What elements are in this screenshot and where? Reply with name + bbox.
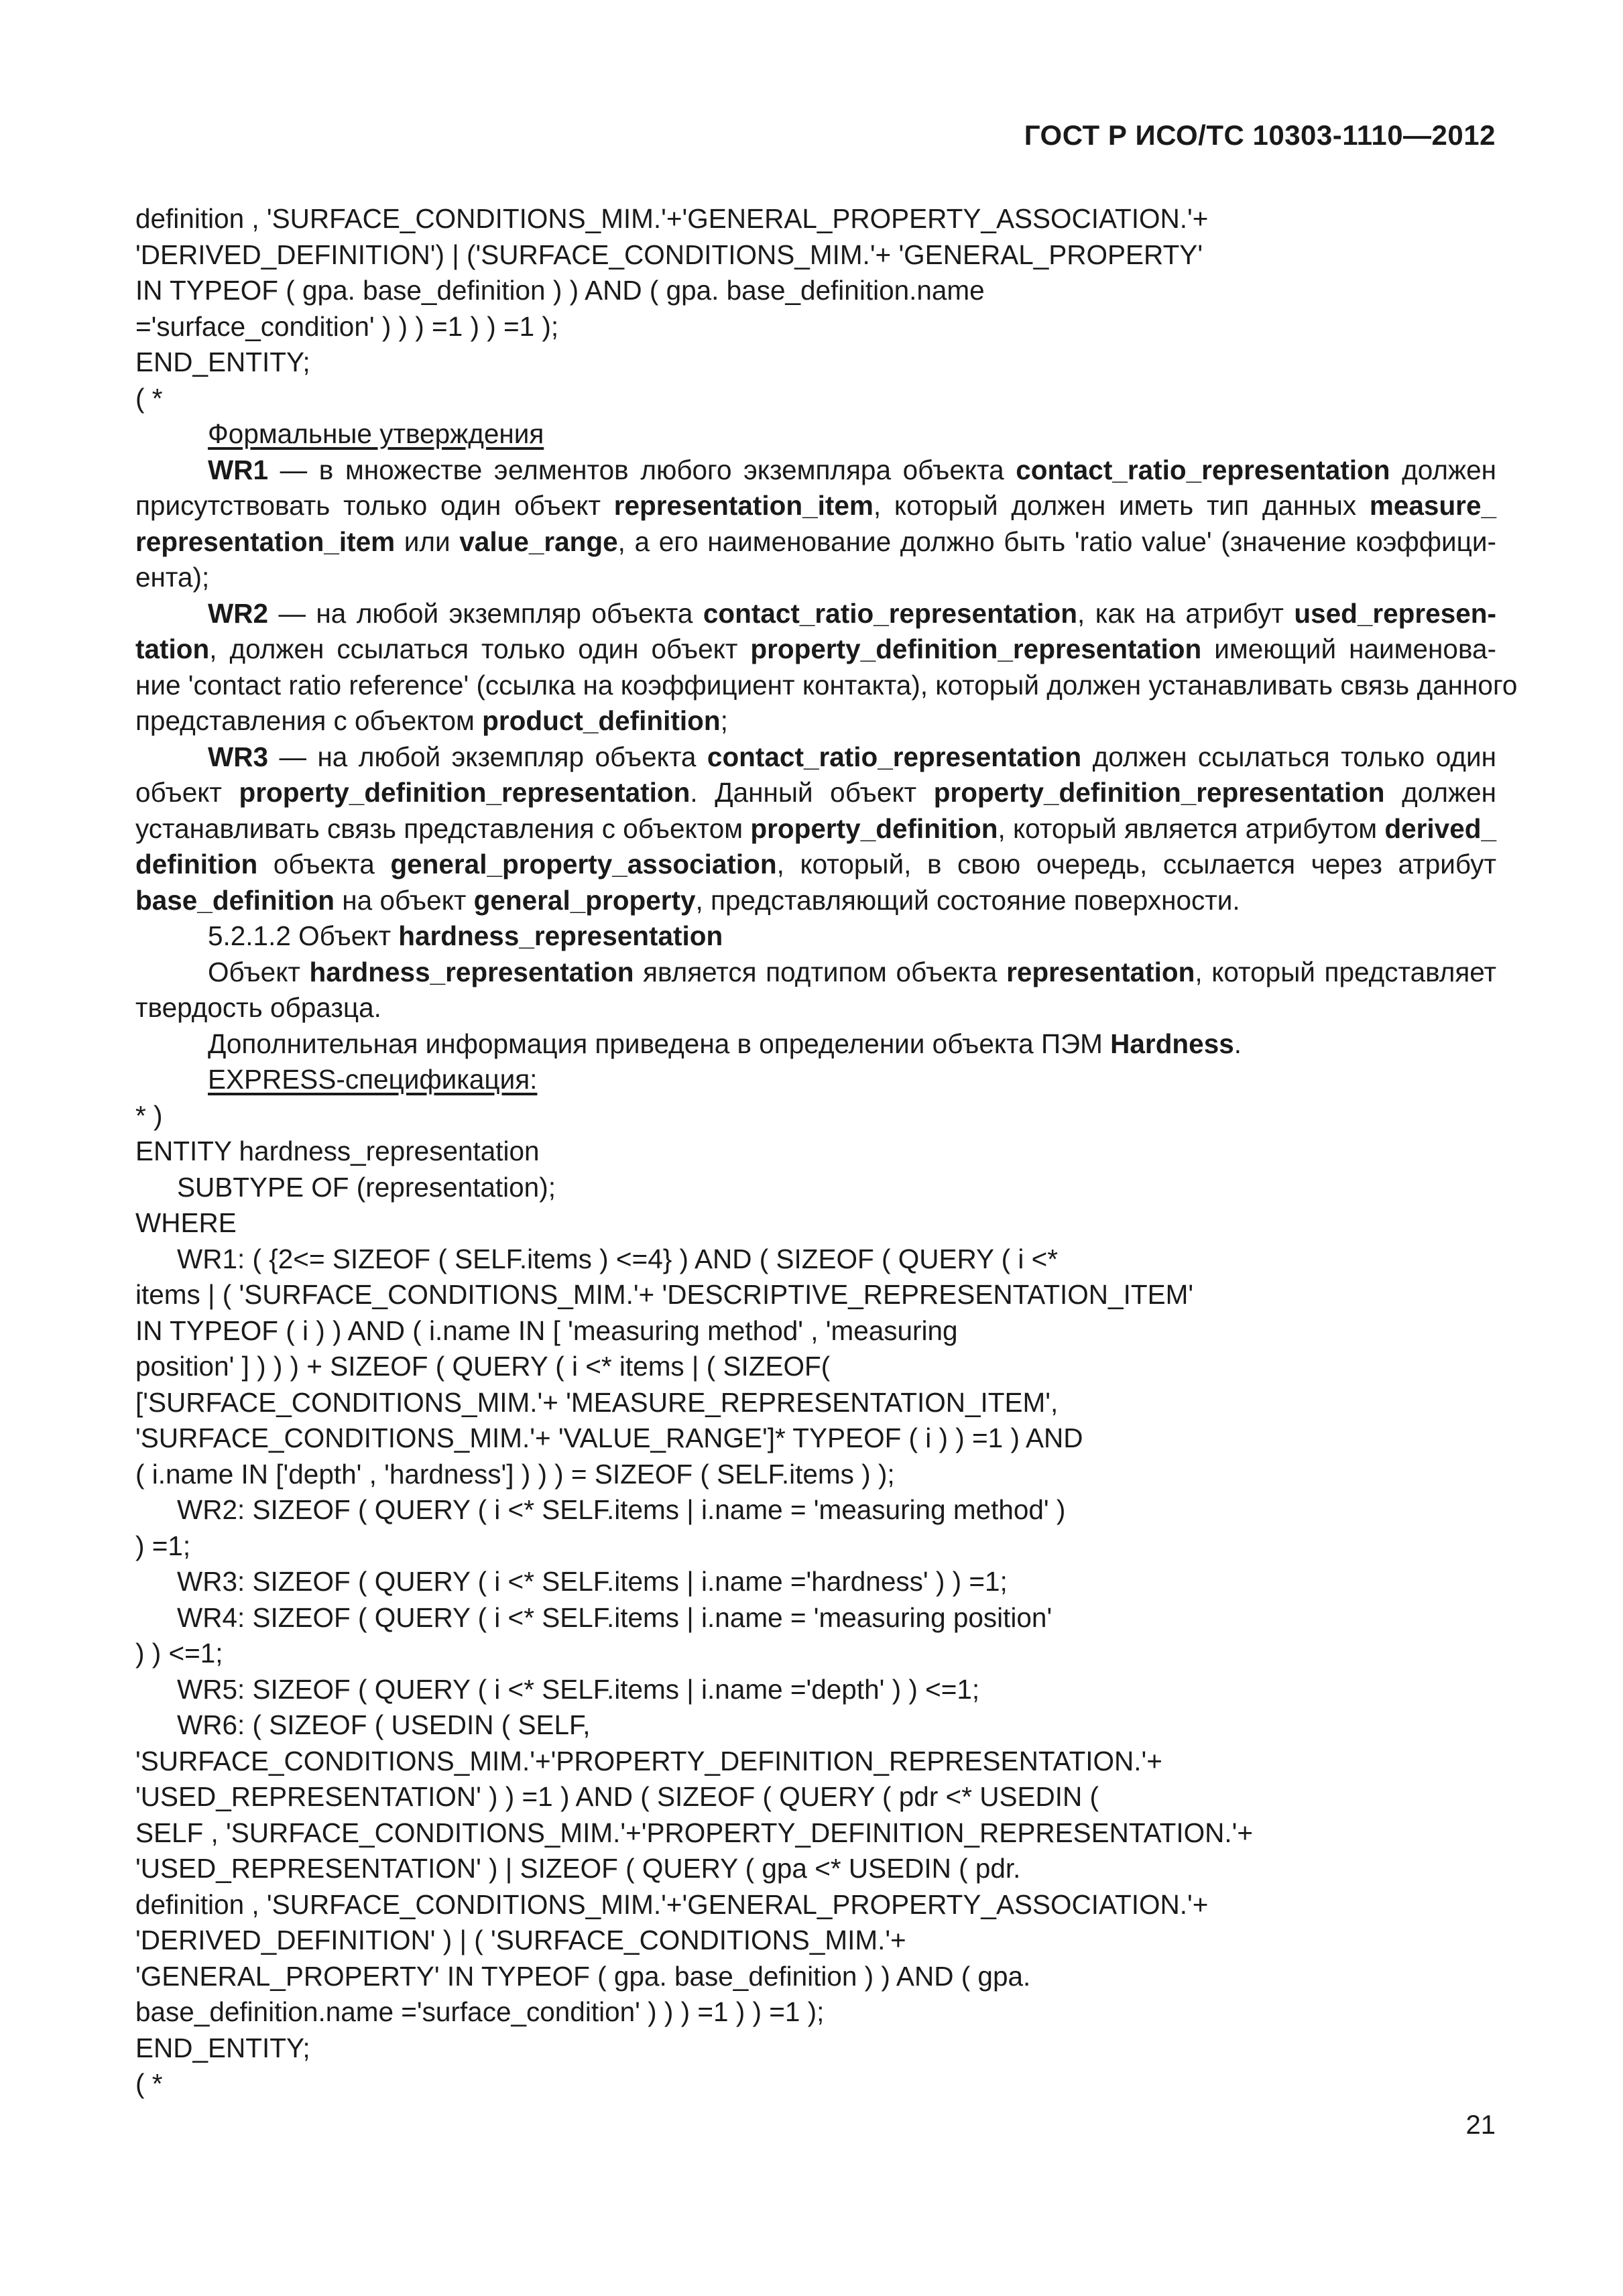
code-line: WR1: ( {2<= SIZEOF ( SELF.items ) <=4} ) AND ( SIZEOF ( QUERY ( i <*	[177, 1243, 1058, 1274]
text-run: , представляющий состояние поверхности.	[695, 884, 1240, 916]
code-line: ='surface_condition' ) ) ) =1 ) ) =1 );	[135, 310, 559, 342]
paragraph-line	[135, 488, 1496, 524]
bold-term: hardness_representation	[398, 920, 723, 951]
text-run: , который должен иметь тип данных	[873, 490, 1370, 521]
bold-term: contact_ratio_representation	[707, 741, 1082, 772]
code-line: END_ENTITY;	[135, 347, 310, 377]
text-run: объект	[135, 777, 239, 808]
text-run: или	[395, 526, 460, 557]
text-run: должен	[1384, 777, 1496, 808]
text-run: , а его наименование должно быть 'ratio value' (значение коэффици-	[617, 526, 1496, 557]
bold-term: WR1	[208, 454, 268, 485]
code-line: ( i.name IN ['depth' , 'hardness'] ) ) ) = SIZEOF ( SELF.items ) );	[135, 1458, 895, 1490]
additional-info	[135, 1026, 1496, 1063]
paragraph-line	[135, 990, 1496, 1026]
code-line: ( *	[135, 2068, 163, 2099]
bold-term: measure_	[1369, 490, 1496, 521]
code-line: definition , 'SURFACE_CONDITIONS_MIM.'+'GENERAL_PROPERTY_ASSOCIATION.'+	[135, 1888, 1209, 1920]
paragraph-line	[135, 524, 1496, 560]
text-run: , который, в свою очередь, ссылается через атрибут	[776, 849, 1496, 880]
bold-term: WR2	[208, 597, 268, 629]
bold-term: representation_item	[613, 490, 874, 521]
bold-term: base_definition	[135, 884, 335, 916]
code-line: ['SURFACE_CONDITIONS_MIM.'+ 'MEASURE_REPRESENTATION_ITEM',	[135, 1386, 1059, 1418]
text-run: имеющий наименова-	[1201, 633, 1497, 664]
text-run: твердость образца.	[135, 992, 381, 1023]
paragraph-line	[135, 775, 1496, 811]
code-line: 'SURFACE_CONDITIONS_MIM.'+'PROPERTY_DEFINITION_REPRESENTATION.'+	[135, 1745, 1162, 1776]
code-line: WR5: SIZEOF ( QUERY ( i <* SELF.items | i.name ='depth' ) ) <=1;	[177, 1673, 980, 1705]
page-number: 21	[1465, 2110, 1496, 2140]
paragraph-line	[135, 739, 1496, 776]
text-run: — на любой экземпляр объекта	[268, 741, 707, 772]
text-run: ние 'contact ratio reference' (ссылка на коэффициент контакта), который должен устанавливать связь данного	[135, 669, 1518, 701]
bold-term: representation	[1006, 956, 1195, 987]
entity-description	[135, 955, 1496, 1026]
text-run: присутствовать только один объект	[135, 490, 614, 521]
code-block-main	[135, 1098, 1496, 2102]
formal-rules-heading: Формальные утверждения	[208, 418, 544, 449]
rule-wr2	[135, 596, 1518, 739]
code-line: 'DERIVED_DEFINITION') | ('SURFACE_CONDITIONS_MIM.'+ 'GENERAL_PROPERTY'	[135, 239, 1203, 270]
code-line: SUBTYPE OF (representation);	[177, 1171, 556, 1203]
code-line: items | ( 'SURFACE_CONDITIONS_MIM.'+ 'DESCRIPTIVE_REPRESENTATION_ITEM'	[135, 1279, 1194, 1310]
code-line: ) =1;	[135, 1530, 191, 1561]
paragraph-line	[135, 631, 1496, 668]
bold-term: used_represen-	[1294, 597, 1496, 629]
text-run: на объект	[335, 884, 474, 916]
bold-term: property_definition	[750, 812, 998, 844]
text-run: представления с объектом	[135, 705, 483, 736]
code-line: position' ] ) ) ) + SIZEOF ( QUERY ( i <* items | ( SIZEOF(	[135, 1351, 831, 1382]
code-line: ENTITY hardness_representation	[135, 1136, 540, 1166]
code-line: 'DERIVED_DEFINITION' ) | ( 'SURFACE_CONDITIONS_MIM.'+	[135, 1925, 906, 1955]
bold-term: general_property	[473, 884, 696, 916]
bold-term: contact_ratio_representation	[1016, 454, 1390, 485]
text-run: 5.2.1.2 Объект	[208, 920, 399, 951]
text-run: — на любой экземпляр объекта	[268, 597, 703, 629]
bold-term: value_range	[459, 526, 618, 557]
code-line: WR6: ( SIZEOF ( USEDIN ( SELF,	[177, 1709, 591, 1740]
code-line: WR4: SIZEOF ( QUERY ( i <* SELF.items | i.name = 'measuring position'	[177, 1602, 1053, 1633]
code-line: 'SURFACE_CONDITIONS_MIM.'+ 'VALUE_RANGE']* TYPEOF ( i ) ) =1 ) AND	[135, 1423, 1083, 1453]
code-line: 'USED_REPRESENTATION' ) ) =1 ) AND ( SIZEOF ( QUERY ( pdr <* USEDIN (	[135, 1781, 1099, 1812]
bold-term: product_definition	[482, 705, 721, 736]
text-run: должен ссылаться только один	[1081, 741, 1496, 772]
code-line: IN TYPEOF ( i ) ) AND ( i.name IN [ 'measuring method' , 'measuring	[135, 1315, 958, 1346]
paragraph-line	[135, 596, 1496, 632]
bold-term: hardness_representation	[309, 956, 634, 987]
text-run: .	[1234, 1028, 1242, 1059]
code-block-top	[135, 201, 1496, 416]
code-line: SELF , 'SURFACE_CONDITIONS_MIM.'+'PROPERTY_DEFINITION_REPRESENTATION.'+	[135, 1817, 1253, 1848]
text-run: , который представляет	[1195, 956, 1496, 987]
paragraph-line	[135, 452, 1496, 489]
text-run: , должен ссылаться только один объект	[209, 633, 751, 664]
paragraph-line	[135, 883, 1496, 919]
text-run: ента);	[135, 562, 210, 593]
bold-term: derived_	[1384, 812, 1496, 844]
text-run: . Данный объект	[690, 777, 934, 808]
code-line: WR3: SIZEOF ( QUERY ( i <* SELF.items | i.name ='hardness' ) ) =1;	[177, 1566, 1008, 1597]
paragraph-line	[135, 668, 1518, 704]
express-spec-heading: EXPRESS-спецификация:	[208, 1064, 538, 1095]
bold-term: definition	[135, 849, 258, 880]
paragraph-line	[135, 847, 1496, 883]
standard-header: ГОСТ Р ИСО/ТС 10303-1110—2012	[1024, 119, 1496, 151]
code-line: END_ENTITY;	[135, 2032, 310, 2063]
code-line: IN TYPEOF ( gpa. base_definition ) ) AND ( gpa. base_definition.name	[135, 275, 985, 306]
paragraph-line	[135, 955, 1496, 991]
page-content	[135, 201, 1518, 2102]
code-line: 'USED_REPRESENTATION' ) | SIZEOF ( QUERY ( gpa <* USEDIN ( pdr.	[135, 1853, 1021, 1884]
text-run: должен	[1390, 454, 1496, 485]
bold-term: general_property_association	[390, 849, 777, 880]
text-run: , который является атрибутом	[998, 812, 1385, 844]
bold-term: Hardness	[1110, 1028, 1234, 1059]
code-line: WHERE	[135, 1207, 237, 1238]
code-line: ( *	[135, 382, 163, 414]
code-line: definition , 'SURFACE_CONDITIONS_MIM.'+'GENERAL_PROPERTY_ASSOCIATION.'+	[135, 203, 1209, 234]
text-run: объекта	[257, 849, 391, 880]
code-line: * )	[135, 1099, 163, 1131]
text-run: , как на атрибут	[1077, 597, 1295, 629]
bold-term: tation	[135, 633, 210, 664]
rule-wr3	[135, 739, 1496, 919]
text-run: ;	[720, 705, 728, 736]
bold-term: property_definition_representation	[239, 777, 690, 808]
text-run: устанавливать связь представления с объектом	[135, 812, 751, 844]
bold-term: property_definition_representation	[750, 633, 1202, 664]
code-line: 'GENERAL_PROPERTY' IN TYPEOF ( gpa. base_definition ) ) AND ( gpa.	[135, 1960, 1031, 1992]
bold-term: contact_ratio_representation	[703, 597, 1078, 629]
text-run: является подтипом объекта	[634, 956, 1007, 987]
bold-term: WR3	[208, 741, 268, 772]
paragraph-line	[135, 703, 1496, 739]
rule-wr1	[135, 452, 1496, 596]
code-line: base_definition.name ='surface_condition' ) ) ) =1 ) ) =1 );	[135, 1996, 825, 2027]
paragraph-line	[135, 560, 1496, 596]
text-run: Дополнительная информация приведена в определении объекта ПЭМ	[208, 1028, 1111, 1059]
code-line: WR2: SIZEOF ( QUERY ( i <* SELF.items | i.name = 'measuring method' )	[177, 1494, 1066, 1525]
bold-term: property_definition_representation	[933, 777, 1385, 808]
paragraph-line	[135, 811, 1496, 847]
text-run: Объект	[208, 956, 310, 987]
section-heading	[135, 918, 1496, 955]
text-run: — в множестве эелментов любого экземпляра объекта	[268, 454, 1016, 485]
bold-term: representation_item	[135, 526, 396, 557]
code-line: ) ) <=1;	[135, 1638, 223, 1669]
